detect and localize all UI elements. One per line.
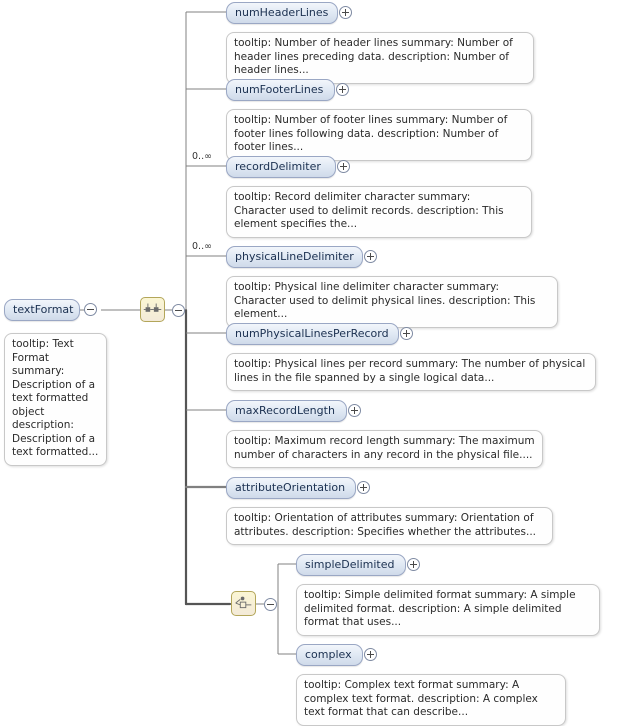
sequence-compositor-icon[interactable]	[140, 297, 165, 322]
tooltip-numphysicallinesperrecord: tooltip: Physical lines per record summary: The number of physical lines in the file spanned by a single logical data...	[226, 353, 596, 391]
node-label: recordDelimiter	[235, 160, 321, 173]
node-label: textFormat	[13, 303, 74, 316]
expand-maxrecordlength-icon[interactable]	[348, 404, 361, 417]
node-recorddelimiter[interactable]	[226, 156, 336, 178]
collapse-choice-icon[interactable]	[264, 598, 277, 611]
node-label: numPhysicalLinesPerRecord	[235, 327, 389, 340]
node-label: maxRecordLength	[235, 404, 335, 417]
expand-complex-icon[interactable]	[364, 648, 377, 661]
node-label: simpleDelimited	[305, 558, 395, 571]
tooltip-physicallinedelimiter: tooltip: Physical line delimiter character summary: Character used to delimit physical lines. description: This element...	[226, 276, 558, 328]
node-numheaderlines[interactable]	[226, 2, 338, 24]
node-label: complex	[305, 648, 352, 661]
node-label: attributeOrientation	[235, 481, 346, 494]
node-label: physicalLineDelimiter	[235, 250, 354, 263]
node-textformat[interactable]	[4, 299, 80, 321]
tooltip-maxrecordlength: tooltip: Maximum record length summary: The maximum number of characters in any record in the physical file....	[226, 430, 543, 468]
tooltip-numheaderlines: tooltip: Number of header lines summary: Number of header lines preceding data. description: Number of header lines...	[226, 32, 534, 84]
expand-attributeorientation-icon[interactable]	[357, 481, 370, 494]
tooltip-textformat: tooltip: Text Format summary: Description of a text formatted object description: Description of a text formatted...	[4, 333, 107, 466]
node-numfooterlines[interactable]	[226, 79, 335, 101]
tooltip-numfooterlines: tooltip: Number of footer lines summary: Number of footer lines following data. description: Number of footer lines...	[226, 109, 532, 161]
expand-recorddelimiter-icon[interactable]	[337, 160, 350, 173]
node-numphysicallinesperrecord[interactable]	[226, 323, 399, 345]
expand-physicallinedelimiter-icon[interactable]	[364, 250, 377, 263]
node-physicallinedelimiter[interactable]	[226, 246, 363, 268]
node-label: numFooterLines	[235, 83, 324, 96]
node-label: numHeaderLines	[235, 6, 329, 19]
multiplicity-recorddelimiter: 0..∞	[192, 151, 212, 162]
expand-numfooterlines-icon[interactable]	[336, 83, 349, 96]
expand-simpledelimited-icon[interactable]	[407, 558, 420, 571]
node-complex[interactable]	[296, 644, 363, 666]
collapse-sequence-icon[interactable]	[172, 304, 185, 317]
choice-glyph	[232, 592, 255, 615]
expand-numheaderlines-icon[interactable]	[339, 6, 352, 19]
multiplicity-physicallinedelimiter: 0..∞	[192, 241, 212, 252]
tooltip-complex: tooltip: Complex text format summary: A complex text format. description: A complex text format that can describe...	[296, 674, 566, 726]
collapse-root-icon[interactable]	[84, 303, 97, 316]
tooltip-simpledelimited: tooltip: Simple delimited format summary: A simple delimited format. description: A simple delimited format that uses...	[296, 584, 600, 636]
node-simpledelimited[interactable]	[296, 554, 406, 576]
node-maxrecordlength[interactable]	[226, 400, 347, 422]
node-attributeorientation[interactable]	[226, 477, 356, 499]
tooltip-attributeorientation: tooltip: Orientation of attributes summary: Orientation of attributes. description: Specifies whether the attributes...	[226, 507, 553, 545]
tooltip-recorddelimiter: tooltip: Record delimiter character summary: Character used to delimit records. description: This element specifies the...	[226, 186, 532, 238]
sequence-glyph	[141, 298, 164, 321]
choice-compositor-icon[interactable]	[231, 591, 256, 616]
expand-numphysicallinesperrecord-icon[interactable]	[400, 327, 413, 340]
